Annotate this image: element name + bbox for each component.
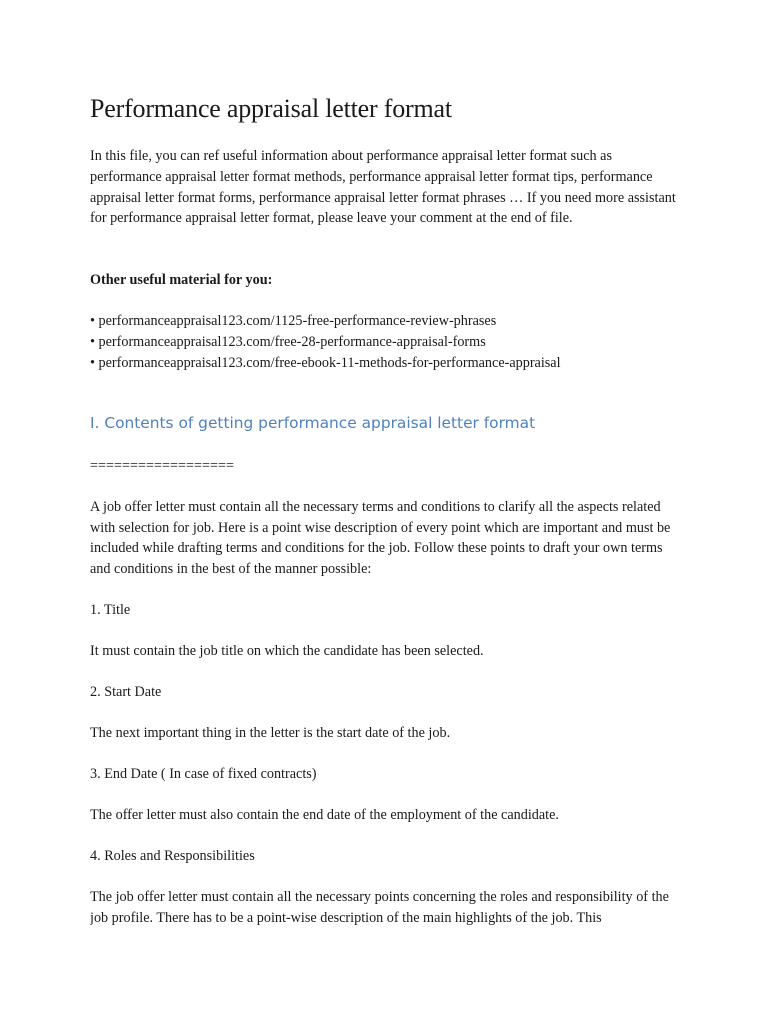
document-title: Performance appraisal letter format [90,94,452,123]
useful-link-3: • performanceappraisal123.com/free-ebook-11-methods-for-performance-appraisal [90,354,561,371]
useful-link-2: • performanceappraisal123.com/free-28-performance-appraisal-forms [90,333,486,350]
section-divider: ================== [90,458,235,474]
section-heading: I. Contents of getting performance appraisal letter format [90,414,536,432]
item-4-text: The job offer letter must contain all the necessary points concerning the roles and responsibility of the job profile. There has to be a point-wise description of the main highlights of the job. This [90,889,669,926]
item-1-text: It must contain the job title on which the candidate has been selected. [90,643,484,659]
item-4-heading: 4. Roles and Responsibilities [90,848,255,864]
other-material-heading: Other useful material for you: [90,272,273,288]
item-3-text: The offer letter must also contain the end date of the employment of the candidate. [90,807,559,823]
useful-link-1: • performanceappraisal123.com/1125-free-performance-review-phrases [90,313,497,329]
useful-links-list [90,311,561,373]
item-1-heading: 1. Title [90,602,131,618]
section-intro-paragraph: A job offer letter must contain all the necessary terms and conditions to clarify all the aspects related with selection for job. Here is a point wise description of every point which are important and must be included while drafting terms and conditions for the job. Follow these points to draft your own terms and conditions in the best of the manner possible: [90,499,671,577]
document-page [90,0,680,1024]
item-2-text: The next important thing in the letter is the start date of the job. [90,725,451,741]
item-3-heading: 3. End Date ( In case of fixed contracts) [90,766,317,782]
item-2-heading: 2. Start Date [90,684,162,700]
intro-paragraph: In this file, you can ref useful information about performance appraisal letter format such as performance appraisal letter format methods, performance appraisal letter format tips, performance appraisal letter format forms, performance appraisal letter format phrases … If you need more assistant for performance appraisal letter format, please leave your comment at the end of file. [90,148,676,227]
